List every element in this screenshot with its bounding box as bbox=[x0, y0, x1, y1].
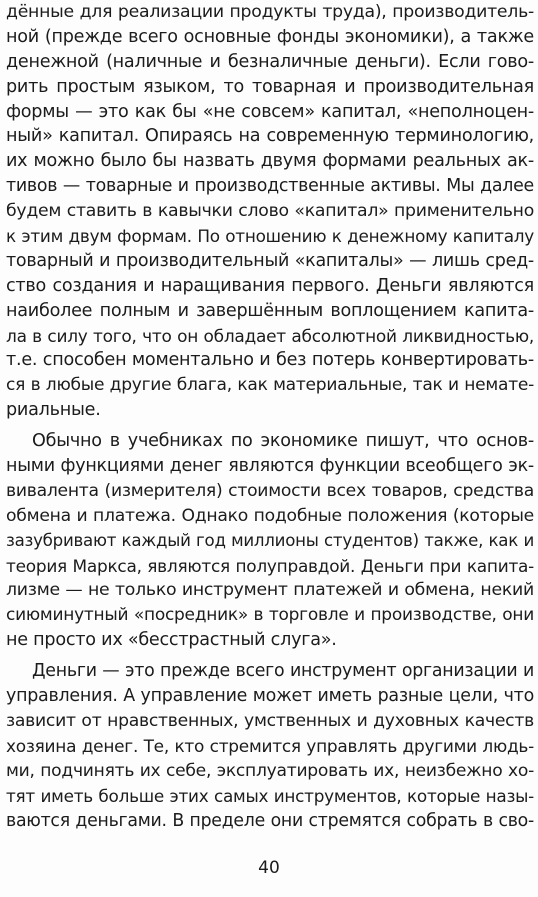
text-line: ми, подчинять их себе, эксплуатировать их, неизбежно хо- bbox=[6, 760, 534, 781]
text-line: тивов — товарные и производственные активы. Мы далее bbox=[6, 176, 534, 197]
text-line: к этим двум формам. По отношению к денежному капиталу bbox=[6, 226, 534, 247]
text-line: ный» капитал. Опираясь на современную терминологию, bbox=[6, 126, 534, 147]
text-line: формы — это как бы «не совсем» капитал, «неполноцен- bbox=[6, 101, 534, 122]
text-line: дённые для реализации продукты труда), производитель- bbox=[6, 2, 534, 22]
text-line: ла в силу того, что он обладает абсолютной ликвидностью, bbox=[6, 325, 534, 346]
text-line: товарный и производительный «капиталы» — лишь сред- bbox=[6, 250, 534, 271]
text-line: теория Маркса, являются полуправдой. Деньги при капита- bbox=[6, 555, 534, 576]
text-line: сиюминутный «посредник» в торговле и производстве, они bbox=[6, 605, 534, 626]
text-line: вивалента (измерителя) стоимости всех товаров, средства bbox=[6, 480, 534, 501]
text-line: будем ставить в кавычки слово «капитал» применительно bbox=[6, 201, 534, 222]
text-line: ваются деньгами. В пределе они стремятся собрать в сво- bbox=[6, 810, 534, 831]
text-line: ся в любые другие блага, как материальные, так и немате- bbox=[6, 375, 534, 396]
text-line: Деньги — это прежде всего инструмент организации и bbox=[32, 661, 534, 682]
text-line: их можно было бы назвать двумя формами реальных ак- bbox=[6, 151, 534, 172]
text-line: денежной (наличные и безналичные деньги). Если гово- bbox=[6, 51, 534, 72]
text-line: тят иметь больше этих самых инструментов, которые назы- bbox=[6, 785, 534, 806]
text-line: рить простым языком, то товарная и производительная bbox=[6, 76, 534, 97]
text-line: ство создания и наращивания первого. Деньги являются bbox=[6, 275, 534, 296]
body-text bbox=[6, 0, 534, 833]
text-line: наиболее полным и завершённым воплощением капита- bbox=[6, 300, 534, 321]
text-line: лизме — не только инструмент платежей и обмена, некий bbox=[6, 580, 534, 601]
text-line: т.е. способен моментально и без потерь конвертировать- bbox=[6, 350, 534, 371]
paragraph-1 bbox=[6, 0, 534, 423]
text-line: управления. А управление может иметь разные цели, что bbox=[6, 686, 534, 707]
text-line: Обычно в учебниках по экономике пишут, что основ- bbox=[32, 431, 534, 452]
text-line: ными функциями денег являются функции всеобщего эк- bbox=[6, 456, 534, 477]
text-line: зазубривают каждый год миллионы студентов) также, как и bbox=[6, 530, 534, 550]
paragraph-3 bbox=[6, 659, 534, 833]
paragraph-2 bbox=[6, 429, 534, 653]
text-line: хозяина денег. Те, кто стремится управлять другими людь- bbox=[6, 735, 534, 756]
page-number: 40 bbox=[258, 858, 280, 878]
text-line: зависит от нравственных, умственных и духовных качеств bbox=[6, 710, 534, 731]
text-line: обмена и платежа. Однако подобные положения (которые bbox=[6, 505, 534, 526]
text-line: ной (прежде всего основные фонды экономики), а также bbox=[6, 26, 534, 47]
text-line: не просто их «бесстрастный слуга». bbox=[6, 630, 337, 651]
text-line: риальные. bbox=[6, 400, 101, 421]
